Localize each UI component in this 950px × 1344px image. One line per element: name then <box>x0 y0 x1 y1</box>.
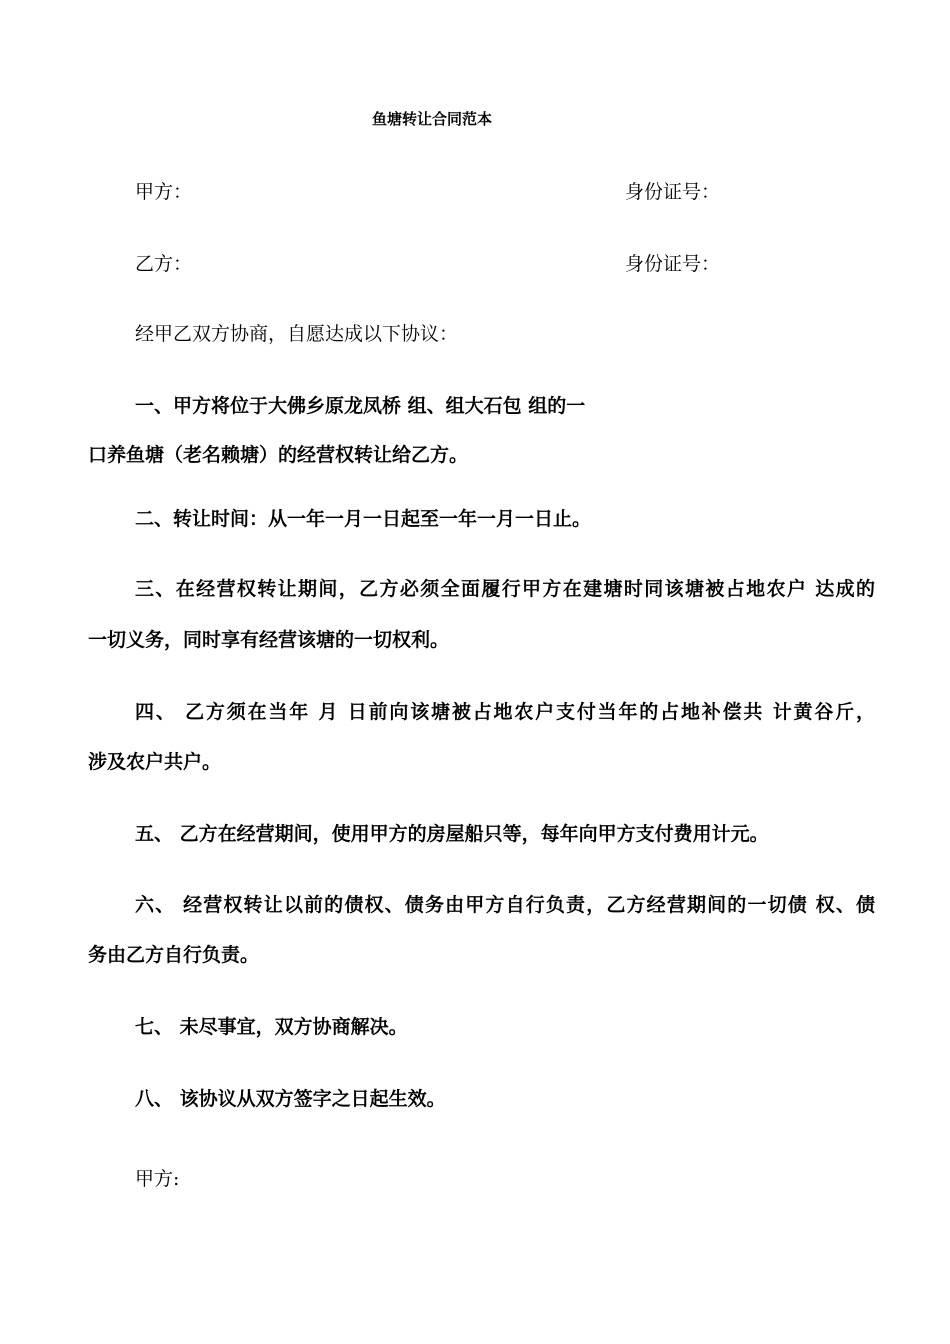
party-b-id-label: 身份证号： <box>625 253 721 275</box>
clause-3-line-1: 三、在经营权转让期间，乙方必须全面履行甲方在建塘时同该塘被占地农户 达成的 <box>135 578 875 600</box>
agreement-intro: 经甲乙双方协商，自愿达成以下协议： <box>135 323 459 345</box>
party-b-label: 乙方： <box>135 253 193 275</box>
clause-7: 七、 未尽事宜，双方协商解决。 <box>135 1016 408 1038</box>
clause-6-line-2: 务由乙方自行负责。 <box>88 944 260 966</box>
clause-5: 五、 乙方在经营期间，使用甲方的房屋船只等，每年向甲方支付费用计元。 <box>135 823 769 845</box>
document-title: 鱼塘转让合同范本 <box>371 110 492 128</box>
signature-party-a: 甲方: <box>135 1168 180 1190</box>
clause-2: 二、转让时间：从一年一月一日起至一年一月一日止。 <box>135 508 592 530</box>
clause-4-line-1: 四、 乙方须在当年 月 日前向该塘被占地农户支付当年的占地补偿共 计黄谷斤， <box>135 701 875 723</box>
clause-4-line-2: 涉及农户共户。 <box>88 751 222 773</box>
clause-1-line-1: 一、甲方将位于大佛乡原龙凤桥 组、组大石包 组的一 <box>135 395 586 417</box>
party-a-id-label: 身份证号： <box>625 181 721 203</box>
clause-3-line-1-wrap <box>135 577 875 601</box>
party-a-label: 甲方： <box>135 181 193 203</box>
clause-6-line-1-wrap <box>135 893 875 917</box>
clause-4-line-1-wrap <box>135 700 875 724</box>
clause-6-line-1: 六、 经营权转让以前的债权、债务由甲方自行负责，乙方经营期间的一切债 权、债 <box>135 894 875 916</box>
clause-3-line-2: 一切义务，同时享有经营该塘的一切权利。 <box>88 629 450 651</box>
clause-1-line-2: 口养鱼塘（老名赖塘）的经营权转让给乙方。 <box>88 444 469 466</box>
clause-8: 八、 该协议从双方签字之日起生效。 <box>135 1088 446 1110</box>
